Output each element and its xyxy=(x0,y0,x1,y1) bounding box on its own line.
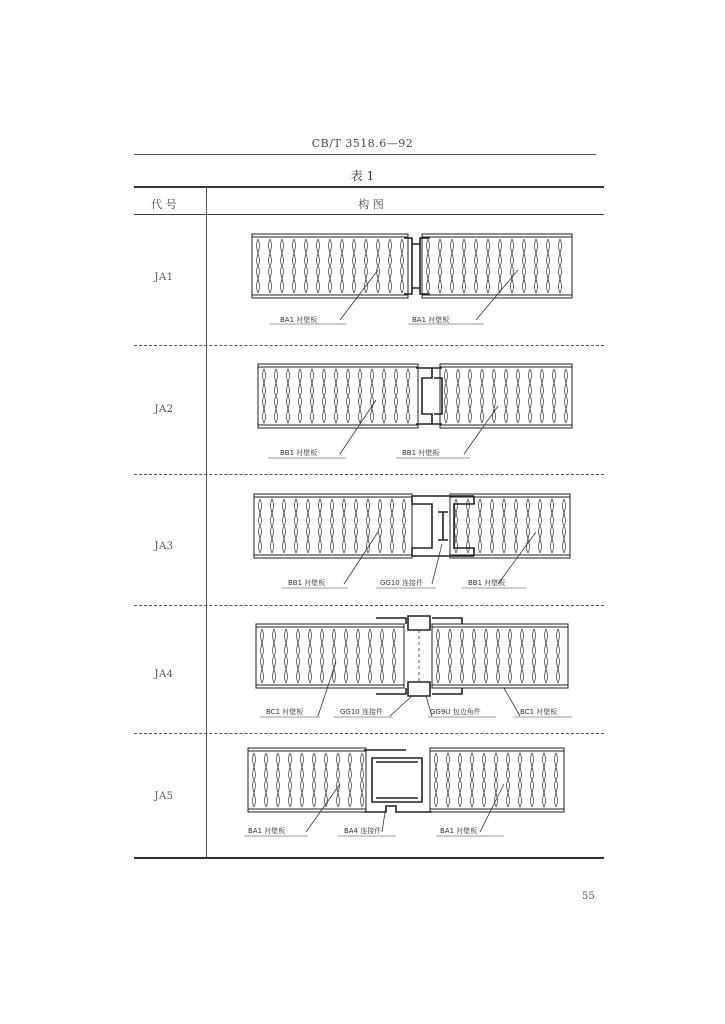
ja1-label: BA1 衬壁板 xyxy=(412,316,450,324)
row-separator xyxy=(134,474,604,475)
ja5-right-panel xyxy=(430,748,564,812)
panel-skin xyxy=(254,555,412,558)
panel-skin xyxy=(258,425,418,428)
ja1-left-panel xyxy=(252,234,408,298)
table-head-rule xyxy=(134,214,604,215)
ja1-section-drawing xyxy=(236,226,586,336)
row-code: JA5 xyxy=(154,791,174,802)
ja4-leader xyxy=(504,688,520,716)
ja1-label: BA1 衬壁板 xyxy=(280,316,318,324)
ja5-label: BA1 衬壁板 xyxy=(440,827,478,835)
ja3-leader xyxy=(432,544,442,584)
ja2-label: BB1 衬壁板 xyxy=(280,449,318,457)
insulation-fill xyxy=(261,629,396,683)
col-head-diagram: 构 图 xyxy=(358,198,384,211)
row-code: JA3 xyxy=(154,541,174,552)
ja5-leader xyxy=(382,806,386,832)
panel-skin xyxy=(432,624,568,627)
ja2-leader xyxy=(340,400,376,454)
panel-skin xyxy=(440,425,572,428)
panel-skin xyxy=(252,234,408,237)
page-number: 55 xyxy=(582,891,595,902)
panel-skin xyxy=(430,748,564,751)
ja2-label: BB1 衬壁板 xyxy=(402,449,440,457)
panel-skin xyxy=(248,809,366,812)
ja4-leader xyxy=(390,696,412,716)
row-code: JA1 xyxy=(154,272,174,283)
col-head-code: 代 号 xyxy=(151,198,177,211)
ja4-label: GG10 连接件 xyxy=(340,708,383,716)
ja2-section-drawing xyxy=(236,356,586,466)
ja3-label: BB1 衬壁板 xyxy=(468,579,506,587)
ja2-left-panel xyxy=(258,364,418,428)
ja4-right-panel xyxy=(432,624,568,688)
ja4-label: BC1 衬壁板 xyxy=(266,708,304,716)
row-code: JA2 xyxy=(154,404,174,415)
insulation-fill xyxy=(445,369,568,423)
insulation-fill xyxy=(437,629,560,683)
table-top-rule xyxy=(134,186,604,188)
ja4-section-drawing xyxy=(236,612,586,724)
header-rule xyxy=(134,154,596,155)
insulation-fill xyxy=(455,499,566,553)
row-separator xyxy=(134,345,604,346)
table-caption: 表 1 xyxy=(350,169,375,183)
ja5-label: BA1 衬壁板 xyxy=(248,827,286,835)
insulation-fill xyxy=(253,753,364,807)
ja3-label: BB1 衬壁板 xyxy=(288,579,326,587)
panel-skin xyxy=(430,809,564,812)
ja2-right-panel xyxy=(440,364,572,428)
ja3-connector xyxy=(412,496,474,556)
ja5-section-drawing xyxy=(236,740,586,852)
ja2-joint xyxy=(416,368,442,424)
ja3-label: GG10 连接件 xyxy=(380,579,423,587)
panel-skin xyxy=(422,234,572,237)
panel-skin xyxy=(440,364,572,367)
page-header: CB/T 3518.6—92 xyxy=(311,137,414,150)
insulation-fill xyxy=(435,753,558,807)
ja5-leader xyxy=(306,784,340,832)
insulation-fill xyxy=(257,239,404,293)
column-divider xyxy=(206,186,207,858)
row-code: JA4 xyxy=(154,669,174,680)
ja3-section-drawing xyxy=(236,488,586,598)
ja3-left-panel xyxy=(254,494,412,558)
insulation-fill xyxy=(263,369,410,423)
panel-skin xyxy=(258,364,418,367)
ja4-leader xyxy=(318,662,336,716)
panel-skin xyxy=(432,685,568,688)
row-separator xyxy=(134,605,604,606)
ja4-label: BC1 衬壁板 xyxy=(520,708,558,716)
ja5-left-panel xyxy=(248,748,366,812)
ja5-label: BA4 连接件 xyxy=(344,827,382,835)
ja1-right-panel xyxy=(422,234,572,298)
panel-skin xyxy=(254,494,412,497)
panel-skin xyxy=(256,685,404,688)
ja5-box-connector xyxy=(364,750,432,812)
panel-skin xyxy=(252,295,408,298)
ja4-left-panel xyxy=(256,624,404,688)
insulation-fill xyxy=(259,499,406,553)
row-separator xyxy=(134,733,604,734)
panel-skin xyxy=(256,624,404,627)
insulation-fill xyxy=(427,239,562,293)
ja4-label: GG9U 包边角件 xyxy=(430,708,481,716)
table-bottom-rule xyxy=(134,857,604,859)
panel-skin xyxy=(248,748,366,751)
